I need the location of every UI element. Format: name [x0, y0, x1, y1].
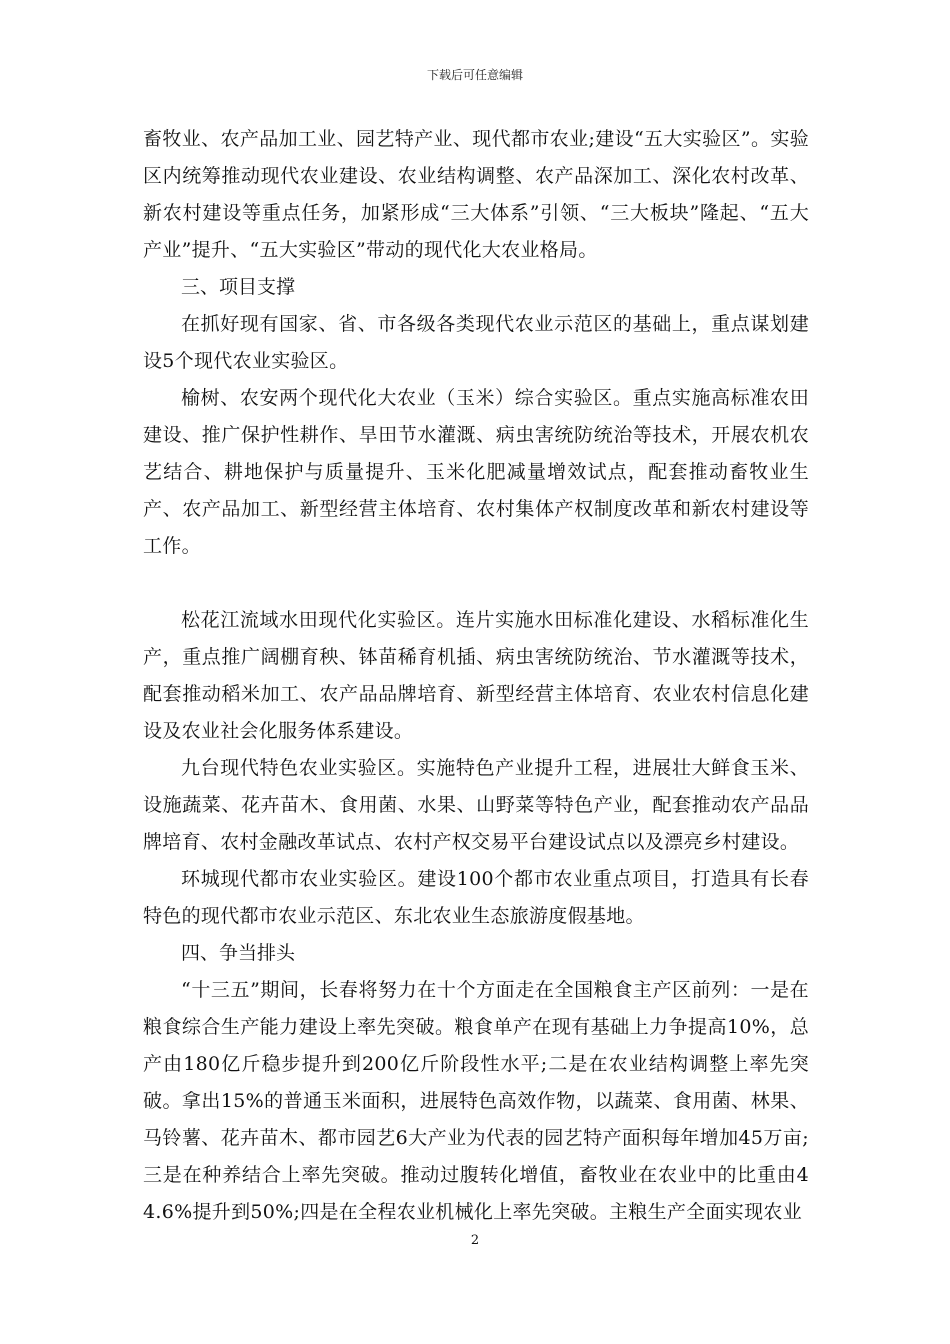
- section-heading-4: 四、争当排头: [181, 942, 296, 964]
- page-number: 2: [470, 1233, 480, 1248]
- paragraph: 松花江流域水田现代化实验区。连片实施水田标准化建设、水稻标准化生产，重点推广阔棚育秧、钵苗稀育机插、病虫害统防统治、节水灌溉等技术，配套推动稻米加工、农产品品牌培育、新型经营主体培育、农业农村信息化建设及农业社会化服务体系建设。: [143, 609, 809, 742]
- paragraph-continued: 畜牧业、农产品加工业、园艺特产业、现代都市农业;建设“五大实验区”。实验区内统筹推动现代农业建设、农业结构调整、农产品深加工、深化农村改革、新农村建设等重点任务，加紧形成“三大体系”引领、“三大板块”隆起、“五大产业”提升、“五大实验区”带动的现代化大农业格局。: [143, 128, 809, 261]
- document-body: [143, 121, 809, 1231]
- paragraph: 环城现代都市农业实验区。建设100个都市农业重点项目，打造具有长春特色的现代都市农业示范区、东北农业生态旅游度假基地。: [143, 868, 809, 927]
- paragraph: 榆树、农安两个现代化大农业（玉米）综合实验区。重点实施高标准农田建设、推广保护性耕作、旱田节水灌溉、病虫害统防统治等技术，开展农机农艺结合、耕地保护与质量提升、玉米化肥减量增效试点，配套推动畜牧业生产、农产品加工、新型经营主体培育、农村集体产权制度改革和新农村建设等工作。: [143, 387, 809, 557]
- paragraph: 在抓好现有国家、省、市各级各类现代农业示范区的基础上，重点谋划建设5个现代农业实验区。: [143, 313, 809, 372]
- paragraph: “十三五”期间，长春将努力在十个方面走在全国粮食主产区前列：一是在粮食综合生产能力建设上率先突破。粮食单产在现有基础上力争提高10%，总产由180亿斤稳步提升到200亿斤阶段性水平;二是在农业结构调整上率先突破。拿出15%的普通玉米面积，进展特色高效作物，以蔬菜、食用菌、林果、马铃薯、花卉苗木、都市园艺6大产业为代表的园艺特产面积每年增加45万亩;三是在种养结合上率先突破。推动过腹转化增值，畜牧业在农业中的比重由44.6%提升到50%;四是在全程农业机械化上率先突破。主粮生产全面实现农业: [143, 979, 809, 1223]
- page-header: 下载后可任意编辑: [426, 68, 523, 82]
- paragraph-gap: [143, 565, 809, 602]
- section-heading-3: 三、项目支撑: [181, 276, 296, 298]
- paragraph: 九台现代特色农业实验区。实施特色产业提升工程，进展壮大鲜食玉米、设施蔬菜、花卉苗木、食用菌、水果、山野菜等特色产业，配套推动农产品品牌培育、农村金融改革试点、农村产权交易平台建设试点以及漂亮乡村建设。: [143, 757, 809, 853]
